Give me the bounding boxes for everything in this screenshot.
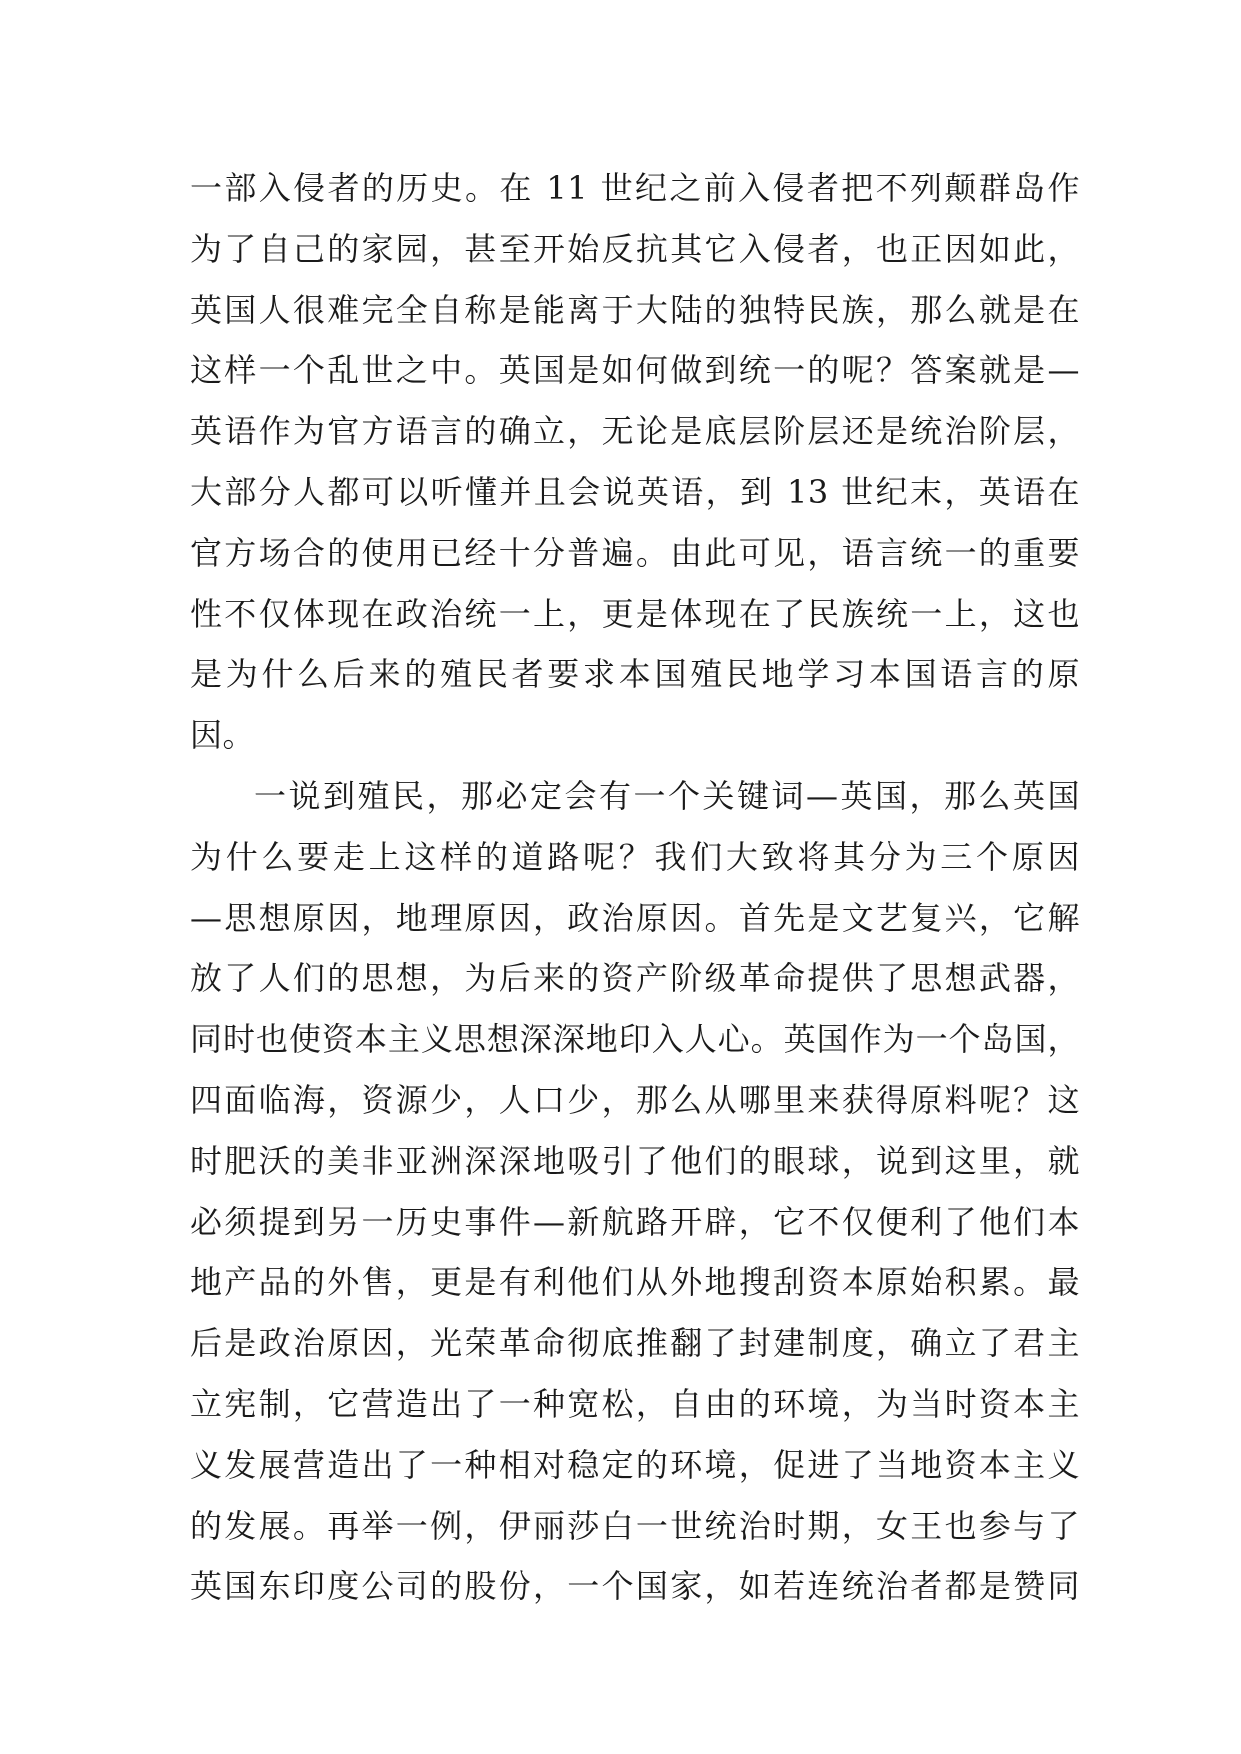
text-line: 后是政治原因，光荣革命彻底推翻了封建制度，确立了君主 (190, 1324, 1080, 1363)
text-line: 立宪制，它营造出了一种宽松，自由的环境，为当时资本主 (190, 1384, 1080, 1423)
text-line: 大部分人都可以听懂并且会说英语，到 13 世纪末，英语在 (190, 472, 1080, 511)
text-line: 一说到殖民，那必定会有一个关键词—英国，那么英国 (254, 776, 1080, 815)
text-line: —思想原因，地理原因，政治原因。首先是文艺复兴，它解 (190, 898, 1080, 937)
text-line: 是为什么后来的殖民者要求本国殖民地学习本国语言的原 (190, 655, 1080, 694)
text-line: 义发展营造出了一种相对稳定的环境，促进了当地资本主义 (190, 1445, 1080, 1484)
text-line: 英国东印度公司的股份，一个国家，如若连统治者都是赞同 (190, 1567, 1080, 1606)
text-line: 必须提到另一历史事件—新航路开辟，它不仅便利了他们本 (190, 1202, 1080, 1241)
paragraph-2 (190, 766, 1080, 1617)
text-line: 英语作为官方语言的确立，无论是底层阶层还是统治阶层， (190, 412, 1080, 451)
text-line: 性不仅体现在政治统一上，更是体现在了民族统一上，这也 (190, 594, 1080, 633)
text-line: 的发展。再举一例，伊丽莎白一世统治时期，女王也参与了 (190, 1506, 1080, 1545)
text-line: 同时也使资本主义思想深深地印入人心。英国作为一个岛国， (190, 1020, 1080, 1059)
text-line: 为了自己的家园，甚至开始反抗其它入侵者，也正因如此， (190, 229, 1080, 268)
text-line: 地产品的外售，更是有利他们从外地搜刮资本原始积累。最 (190, 1263, 1080, 1302)
text-line: 英国人很难完全自称是能离于大陆的独特民族，那么就是在 (190, 290, 1080, 329)
text-line: 为什么要走上这样的道路呢？我们大致将其分为三个原因 (190, 837, 1080, 876)
paragraph-1 (190, 158, 1080, 766)
text-line: 放了人们的思想，为后来的资产阶级革命提供了思想武器， (190, 959, 1080, 998)
text-line: 这样一个乱世之中。英国是如何做到统一的呢？答案就是— (190, 351, 1080, 390)
text-line: 官方场合的使用已经十分普遍。由此可见，语言统一的重要 (190, 533, 1080, 572)
body-text (190, 158, 1080, 1617)
text-line: 四面临海，资源少，人口少，那么从哪里来获得原料呢？这 (190, 1080, 1080, 1119)
text-line: 因。 (190, 716, 256, 755)
text-line: 一部入侵者的历史。在 11 世纪之前入侵者把不列颠群岛作 (190, 169, 1080, 207)
text-line: 时肥沃的美非亚洲深深地吸引了他们的眼球，说到这里，就 (190, 1141, 1080, 1180)
